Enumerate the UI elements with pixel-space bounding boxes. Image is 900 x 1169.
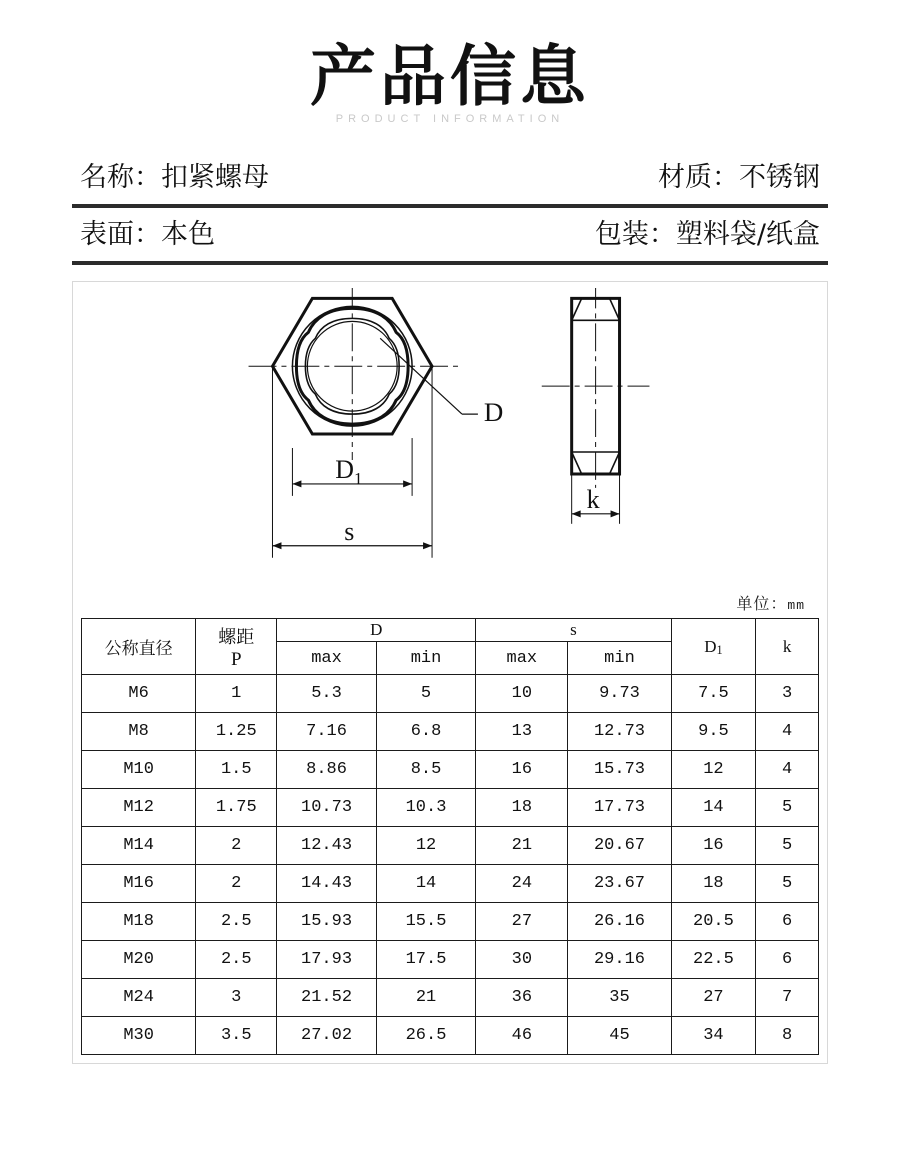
cell-s-max: 27	[476, 903, 568, 941]
cell-k: 6	[756, 941, 819, 979]
cell-s-max: 21	[476, 827, 568, 865]
info-row-2	[72, 208, 828, 261]
table-row	[82, 1017, 819, 1055]
page-title: 产品信息	[310, 38, 590, 115]
cell-s-max: 16	[476, 751, 568, 789]
cell-d1: 14	[671, 789, 756, 827]
cell-d-min: 10.3	[376, 789, 475, 827]
cell-d-max: 27.02	[277, 1017, 376, 1055]
table-row	[82, 789, 819, 827]
label-s: s	[344, 517, 355, 547]
header-pitch-line2: P	[230, 648, 242, 670]
table-row	[82, 979, 819, 1017]
header-d1-sub: 1	[716, 642, 723, 657]
table-header-row-1	[82, 619, 819, 642]
arrow-s-left	[272, 543, 281, 550]
unit-value: mm	[787, 598, 805, 614]
cell-d1: 34	[671, 1017, 756, 1055]
cell-pitch: 1	[196, 675, 277, 713]
cell-d1: 7.5	[671, 675, 756, 713]
arrow-k-right	[611, 511, 620, 518]
header-d-group: D	[277, 619, 476, 642]
info-section	[72, 151, 828, 265]
table-row	[82, 903, 819, 941]
cell-d-min: 12	[376, 827, 475, 865]
cell-d-min: 6.8	[376, 713, 475, 751]
cell-d1: 22.5	[671, 941, 756, 979]
header-pitch	[196, 619, 277, 675]
header-diameter: 公称直径	[82, 619, 196, 675]
arrow-d1-right	[403, 481, 412, 488]
cell-s-max: 10	[476, 675, 568, 713]
cell-s-min: 17.73	[568, 789, 671, 827]
cell-k: 4	[756, 713, 819, 751]
cell-s-max: 24	[476, 865, 568, 903]
cell-pitch: 1.75	[196, 789, 277, 827]
divider-2	[72, 261, 828, 265]
header-d-min: min	[376, 642, 475, 675]
cell-s-max: 30	[476, 941, 568, 979]
header-s-max: max	[476, 642, 568, 675]
cell-d1: 18	[671, 865, 756, 903]
cell-s-min: 12.73	[568, 713, 671, 751]
cell-d-max: 5.3	[277, 675, 376, 713]
cell-diameter: M20	[82, 941, 196, 979]
cell-k: 3	[756, 675, 819, 713]
cell-s-max: 36	[476, 979, 568, 1017]
header-s-min: min	[568, 642, 671, 675]
cell-diameter: M10	[82, 751, 196, 789]
cell-d-max: 17.93	[277, 941, 376, 979]
table-row	[82, 941, 819, 979]
cell-d-min: 14	[376, 865, 475, 903]
cell-d-max: 10.73	[277, 789, 376, 827]
cell-d-min: 5	[376, 675, 475, 713]
cell-d-min: 8.5	[376, 751, 475, 789]
cell-d-max: 8.86	[277, 751, 376, 789]
cell-diameter: M16	[82, 865, 196, 903]
cell-s-max: 13	[476, 713, 568, 751]
cell-k: 5	[756, 789, 819, 827]
cell-diameter: M8	[82, 713, 196, 751]
cell-pitch: 2	[196, 827, 277, 865]
cell-s-min: 26.16	[568, 903, 671, 941]
cell-s-min: 9.73	[568, 675, 671, 713]
cell-k: 8	[756, 1017, 819, 1055]
cell-k: 5	[756, 865, 819, 903]
info-name: 名称：扣紧螺母	[80, 162, 269, 194]
cell-pitch: 1.5	[196, 751, 277, 789]
header-d-max: max	[277, 642, 376, 675]
cell-k: 6	[756, 903, 819, 941]
table-row	[82, 713, 819, 751]
cell-d-max: 21.52	[277, 979, 376, 1017]
cell-diameter: M30	[82, 1017, 196, 1055]
cell-d-min: 26.5	[376, 1017, 475, 1055]
unit-label	[736, 591, 805, 614]
table-row	[82, 865, 819, 903]
spec-panel	[72, 281, 828, 1064]
header-k: k	[756, 619, 819, 675]
cell-d1: 20.5	[671, 903, 756, 941]
cell-d-min: 21	[376, 979, 475, 1017]
cell-d-max: 7.16	[277, 713, 376, 751]
cell-diameter: M6	[82, 675, 196, 713]
cell-diameter: M24	[82, 979, 196, 1017]
cell-pitch: 2.5	[196, 941, 277, 979]
arrow-d1-left	[292, 481, 301, 488]
cell-k: 7	[756, 979, 819, 1017]
cell-k: 4	[756, 751, 819, 789]
spec-table	[81, 618, 819, 1055]
cell-s-min: 29.16	[568, 941, 671, 979]
cell-d1: 9.5	[671, 713, 756, 751]
label-d1: $D_1$	[335, 455, 363, 489]
cell-pitch: 2	[196, 865, 277, 903]
header-s-group: s	[476, 619, 671, 642]
header	[0, 0, 900, 125]
table-row	[82, 827, 819, 865]
cell-pitch: 1.25	[196, 713, 277, 751]
arrow-k-left	[572, 511, 581, 518]
cell-s-min: 45	[568, 1017, 671, 1055]
cell-s-max: 46	[476, 1017, 568, 1055]
cell-s-min: 23.67	[568, 865, 671, 903]
info-row-1	[72, 151, 828, 204]
header-d1: D1	[671, 619, 756, 675]
cell-d-max: 12.43	[277, 827, 376, 865]
cell-s-min: 15.73	[568, 751, 671, 789]
unit-text: 单位：	[736, 596, 788, 614]
cell-d-min: 17.5	[376, 941, 475, 979]
cell-d-max: 14.43	[277, 865, 376, 903]
label-d: D	[483, 397, 504, 428]
cell-d1: 27	[671, 979, 756, 1017]
cell-diameter: M14	[82, 827, 196, 865]
technical-drawing	[81, 288, 819, 618]
arrow-s-right	[423, 543, 432, 550]
cell-pitch: 3	[196, 979, 277, 1017]
cell-diameter: M18	[82, 903, 196, 941]
header-pitch-line1: 螺距	[218, 626, 255, 648]
cell-diameter: M12	[82, 789, 196, 827]
cell-d1: 12	[671, 751, 756, 789]
cell-d-max: 15.93	[277, 903, 376, 941]
cell-d1: 16	[671, 827, 756, 865]
info-surface: 表面：本色	[80, 219, 215, 251]
cell-s-max: 18	[476, 789, 568, 827]
table-row	[82, 675, 819, 713]
label-k: k	[586, 485, 600, 515]
cell-s-min: 20.67	[568, 827, 671, 865]
cell-d-min: 15.5	[376, 903, 475, 941]
cell-pitch: 3.5	[196, 1017, 277, 1055]
info-material: 材质：不锈钢	[658, 162, 820, 194]
page-subtitle: PRODUCT INFORMATION	[335, 113, 565, 126]
cell-k: 5	[756, 827, 819, 865]
cell-s-min: 35	[568, 979, 671, 1017]
spec-table-body	[82, 675, 819, 1055]
nut-drawing-svg	[81, 288, 819, 618]
info-packaging: 包装：塑料袋/纸盒	[594, 219, 820, 251]
table-row	[82, 751, 819, 789]
cell-pitch: 2.5	[196, 903, 277, 941]
